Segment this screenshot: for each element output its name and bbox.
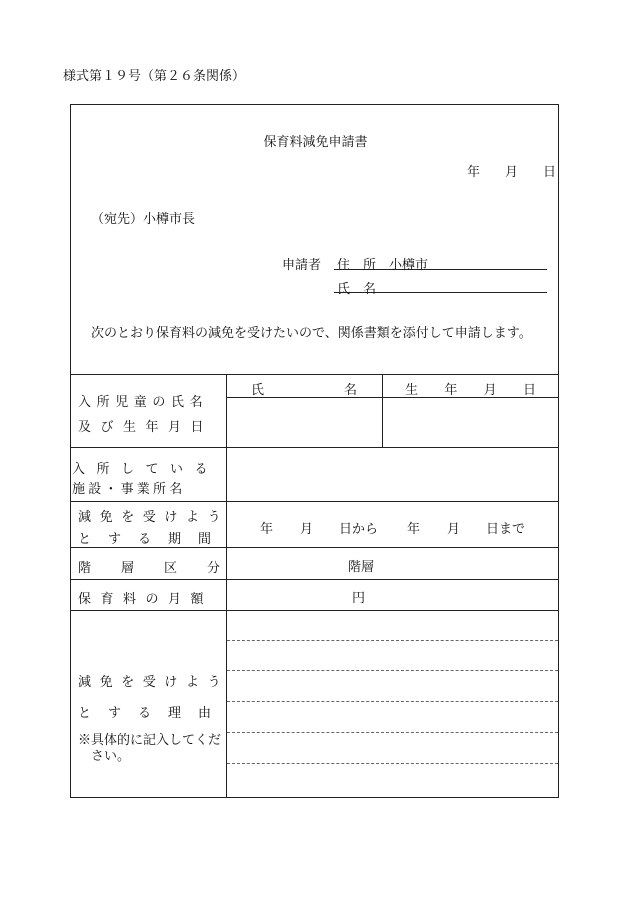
row-divider: [71, 501, 558, 502]
period-day-to: 日まで: [486, 522, 526, 537]
tier-value: 階層: [348, 560, 375, 575]
birth-header-char: 月: [483, 383, 497, 398]
reason-dashed-line: [227, 763, 558, 764]
name-label: 氏 名: [337, 282, 377, 297]
table-top-border: [71, 374, 558, 375]
birth-header-char: 生: [405, 383, 419, 398]
child-label-line1: 入所児童の氏名: [78, 395, 209, 410]
period-year-from: 年: [260, 522, 274, 537]
reason-dashed-line: [227, 701, 558, 702]
period-day-from: 日から: [339, 522, 379, 537]
reason-note: ※具体的に記入してください。: [78, 733, 222, 764]
address-label: 住 所: [337, 258, 377, 273]
row-divider: [71, 547, 558, 548]
date-day-label: 日: [542, 165, 556, 180]
birth-column-divider: [382, 374, 383, 447]
date-line: [467, 161, 556, 180]
birth-header: [405, 379, 536, 398]
period-month-to: 月: [447, 522, 461, 537]
statement: 次のとおり保育料の減免を受けたいので、関係書類を添付して申請します。: [91, 326, 532, 341]
row-divider: [71, 579, 558, 580]
child-label-line2: 及び生年月日: [78, 420, 214, 435]
facility-label-line2: 施設・事業所名: [72, 482, 186, 497]
period-month-from: 月: [300, 522, 314, 537]
fee-label: 保育料の月額: [78, 592, 214, 607]
reason-label-line2: とする理由: [78, 706, 229, 721]
name-underline: [334, 292, 547, 293]
period-year-to: 年: [407, 522, 421, 537]
form-code: 様式第１９号（第２６条関係）: [63, 69, 246, 84]
name-header-given: 名: [344, 383, 358, 398]
fee-value: 円: [352, 591, 366, 606]
date-year-label: 年: [467, 165, 481, 180]
address-value: 小樽市: [389, 258, 429, 273]
date-month-label: 月: [504, 165, 518, 180]
address-underline: [334, 269, 547, 270]
row-divider: [71, 610, 558, 611]
row-divider: [71, 447, 558, 448]
reason-label-line1: 減免を受けよう: [78, 675, 230, 690]
birth-header-char: 年: [444, 383, 458, 398]
facility-label-line1: 入所している: [72, 462, 220, 477]
applicant-label: 申請者: [282, 258, 322, 273]
application-form: [70, 104, 559, 798]
reason-dashed-line: [227, 732, 558, 733]
tier-label: 階層区分: [78, 561, 251, 576]
period-label-line1: 減免を受けよう: [78, 510, 230, 525]
name-header-surname: 氏: [251, 383, 265, 398]
form-title: 保育料減免申請書: [263, 135, 368, 150]
reason-dashed-line: [227, 640, 558, 641]
reason-dashed-line: [227, 670, 558, 671]
birth-header-char: 日: [522, 383, 536, 398]
period-label-line2: とする期間: [78, 532, 229, 547]
addressee: （宛先）小樽市長: [91, 212, 196, 227]
